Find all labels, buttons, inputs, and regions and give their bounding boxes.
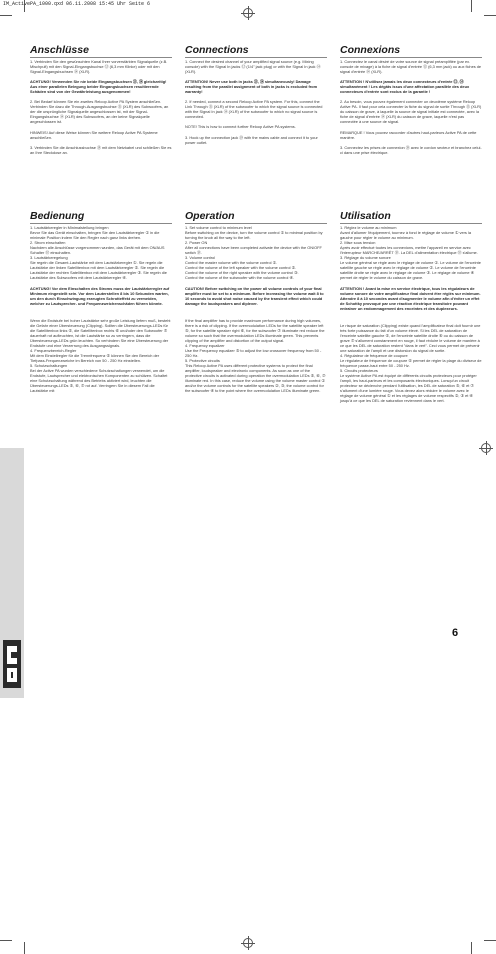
crop-mark-tl-v [24,0,25,12]
section-title: Bedienung [30,210,172,224]
section-en-operation [185,210,327,398]
crop-mark-bl-v [24,942,25,954]
registration-mark-top [243,8,253,18]
warning-paragraph: ATTENTION ! Avant la mise en service électrique, tous les régulateurs de volume sonore de votre amplificateur final doivent être réglés sur minimum. Attendre 8 à 10 secondes avant d'augmenter le volume afin d'éviter un effet de Schottky provoqué par une réaction électrique transitoire pouvant entraîner un endommagement des enceintes et des duplexeurs. [340,285,481,311]
column-title: Connections [185,44,327,58]
warning-paragraph: CAUTION! Before switching on the power all volume controls of your final amplifier must be set to a minimum. Before increasing the volume wait 8 to 10 seconds to avoid shot noise caused by the transient effect which could damage the loudspeakers and diplexer. [185,285,324,306]
paragraph: 3. Verbinden Sie die Anschlussbuchse ⑲ mit dem Netzkabel und schließen Sie es an Ihre Steckdose an. [30,144,172,155]
column-title: Anschlüsse [30,44,172,58]
paragraph: 3. Hook up the connection jack ⑲ with the mains cable and connect it to your power outlet. [185,134,318,145]
paragraph: Wenn die Endstufe bei hoher Lautstärke sehr große Leistung liefern muß, besteht die Gefahr einer Übersteuerung (Clipping). Sollten die Übersteuerungs-LEDs für die Satellitenbox links ⑤, die Satellitenbox rechts ⑥ und/oder den Subwoofer ⑦ dauerhaft rot aufleuchten, ist die Lautstärke so zu verringern, dass die Übersteuerungs-LEDs grün leuchten. So verhindern Sie eine Übersteuerung der Endstufe und eine Verzerrung des Ausgangssignals. 4. Frequenzbereich-Regler Mit dem Einstellregler für die Trennfrequenz ⑤ können Sie den Bereich der Tiefpass-Frequenzweiche im Bereich von 50 - 250 Hz einstellen. 5. Schutzschaltungen Bei der Active PA wurden verschiedene Schutzschaltungen verwendet, um die Endstufe, Lautsprecher und elektronischen Komponenten zu schützen. Schaltet eine Schutzschaltung während des Betriebs aktiviert wird, leuchten die Übersteuerungs-LEDs ⑤, ⑥, ⑦ rot auf. Verringern Sie in diesem Fall die Lautstärke mit [30,317,171,394]
paragraph: 1. Lautstärkeregler in Minimalstellung bringen Bevor Sie das Gerät einschalten, bringen Sie den Lautstärkeregler ① in die minimale Position indem Sie den Regler nach ganz links drehen. 2. Strom einschalten Nachdem alle Anschlüsse vorgenommen wurden, das Gerät mit dem ON/AUS Schalter ⑱ einschalten. 3. Lautstärkeregelung Sie regeln die Gesamt-Lautstärke mit dem Lautstärkeregler ①. Sie regeln die Lautstärke der linken Satellitenbox mit dem Lautstärkeregler ②. Sie regeln die Lautstärke der rechten Satellitenbox mit dem Lautstärkeregler ③. Sie regeln die Lautstärke des Subwoofers mit dem Lautstärkeregler ④. [30,225,167,281]
crop-mark-br-v [471,942,472,954]
paragraph: 2. Au besoin, vous pouvez également connecter un deuxième système Reloop Active PA. Il faut pour cela connecter la fiche du signal de sortie Through ⑮ (XLR) du caisson de grave, à laquelle la source de signal initiale est connectée, avec la fiche de signal d'entrée ⑭ (XLR) du caisson de grave, laquelle n'est pas connectée à une source de signal. [340,99,482,125]
crop-mark-tr-h [484,15,496,16]
crop-mark-bl-h [0,940,12,941]
column-en [185,44,327,150]
paragraph: Le risque de saturation (Clipping) existe quand l'amplificateur final doit fournir une très forte puissance du fait d'un volume élevé. Si les DEL de saturation de l'enceinte satellite gauche ⑤, de l'enceinte satellite droite ⑥ ou du caisson de grave ⑦ s'allument constamment en rouge, il faut réduire le volume de manière à ce que les DEL de saturation restent "dans le vert". Ceci vous permet de prévenir une saturation de l'ampli et une distorsion du signal de sortie. 4. Régulateur de fréquence de coupure Le régulateur de fréquence de coupure ⑤ permet de régler la plage du diviseur de fréquence passe-haut entre 50 - 250 Hz. 5. Circuits protecteurs Le système Active PA est équipé de différents circuits protecteurs pour protéger l'ampli, les haut-parleurs et les composants électroniques. Lorsqu'un circuit protecteur se déclenche pendant l'utilisation, les DEL de saturation ⑤, ⑥ et ⑦ s'allument d'une lumière rouge. Vous devez alors réduire le volume avec le réglage de volume général ① et les réglages de volume respectifs ②, ③ et ④ jusqu'à ce que les DEL de saturation reviennent dans le vert. [340,322,482,404]
section-de-operation [30,210,172,398]
paragraph: REMARQUE ! Vous pouvez raccorder d'autres haut-parleurs Active PA de cette manière. [340,129,477,140]
crop-mark-br-h [484,940,496,941]
warning-paragraph: ATTENTION! Never use both in jacks ⑬, ⑭ simultaneously! Damage resulting from the parallel assignment of both in jacks is excluded from warranty! [185,79,318,95]
paragraph: 1. Connectez le canal désiré de votre source de signal préamplifiée (par ex. console de mixage) à la fiche de signal d'entrée ⑬ (6,3 mm jack) ou aux fiches de signal d'entrée ⑭ (XLR). [340,59,482,75]
crop-mark-tl-h [0,15,12,16]
paragraph: HINWEIS! Auf diese Weise können Sie weitere Reloop Active PA Systeme anschließen. [30,129,158,140]
registration-mark-bottom [243,938,253,948]
paragraph: 1. Réglez le volume au minimum Avant d'allumer l'équipement, tournez à fond le réglage de volume ① vers la gauche pour régler le volume au minimum. 2. Mise sous tension Après avoir effectué toutes les connexions, mettre l'appareil en service avec l'interrupteur MARCHE/ARRÊT ⑱. La DEL d'alimentation électrique ⑱ s'allume. 3. Réglage du volume sonore Le volume général se règle avec le réglage de volume ①. Le volume de l'enceinte satellite gauche se règle avec le réglage de volume ②. Le volume de l'enceinte satellite droite se règle avec le réglage de volume ③. Le réglage de volume ④ permet de régler le volume du caisson de grave. [340,225,481,281]
paragraph: 1. Verbinden Sie den gewünschten Kanal Ihrer vorverstärkten Signalquelle (z.B. Mischpult) mit den Signal-Eingangsbuchse ⑬ (6,3 mm Klinke) oder mit den Signal-Eingangsbuchsen ⑭ (XLR). [30,59,168,75]
column-fr [340,44,482,160]
paragraph: NOTE! This is how to connect further Reloop Active PA systems. [185,124,296,130]
column-title: Connexions [340,44,482,58]
paragraph: 3. Connectez les prises de connexion ⑲ avec le cordon secteur et branchez celui-ci dans une prise électrique. [340,144,482,155]
section-title: Operation [185,210,327,224]
paragraph: If the final amplifier has to provide maximum performance during high volumes, there is a risk of clipping. If the overmodulation LEDs for the satellite speaker left ⑤, for the satellite speaker right ⑥, for the subwoofer ⑦ illuminate red reduce the volume so such that the overmodulation LEDs illuminate green. This prevents clipping of the amplifier and distortion of the output signal. 4. Frequency equalizer Use the Frequency equalizer ⑤ to adjust the low crossover frequency from 50 - 250 Hz. 5. Protective circuits This Reloop Active PA uses different protective systems to protect the final amplifier, loudspeaker and electronic components. As soon as one of the protective circuits is activated during operation the overmodulation LEDs ⑤, ⑥, ⑦ illuminate red. In this case, reduce the volume using the volume master control ① and/or the volume controls for the satellite speakers ②, ③, the volume control for the subwoofer ④ to the point where the overmodulation LEDs illuminate green. [185,317,326,394]
paragraph: 2. If needed, connect a second Reloop Active PA system. For this, connect the Link Through ⑮ (XLR) of the subwoofer to which the signal source is connected with the Signal In jack ⑭ (XLR) of the subwoofer to which no signal source is connected. [185,99,323,120]
section-fr-operation [340,210,482,409]
paragraph: 1. Set volume control to minimum level Before switching on the device, turn the volume control ① to minimal position by turning the knob all the way to the left. 2. Power ON After all connections have been completed activate the device with the ON/OFF switch ⑱. 3. Volume control Control the master volume with the volume control ①. Control the volume of the left speaker with the volume control ②. Control the volume of the right speaker with the volume control ③. Control the volume of the subwoofer with the volume control ④. [185,225,323,281]
registration-mark-right [481,443,491,453]
brand-logo-icon [3,640,21,688]
warning-paragraph: ACHTUNG! Vor dem Einschalten des Stroms muss der Lautstärkeregler auf Minimum eingestellt sein. Vor dem Lauterstellen 8 bis 10 Sekunden warten, um den durch Einschwingung erzeugten Schrotteffekt zu vermeiden, welcher zu Lautsprecher- und Frequenzweichenschäden führen könnte. [30,285,170,306]
warning-paragraph: ACHTUNG! Verwenden Sie nie beide Eingangsbuchsen ⑬, ⑭ gleichzeitig! Aus einer parallelen Belegung beider Eingangsbuchsen resultierende Schäden sind von der Gewährleistung ausgenommen! [30,79,167,95]
paragraph: 2. Bei Bedarf können Sie ein zweites Reloop Active PA System anschließen. Verbinden Sie dazu die Through-Ausgangsbuchse ⑮ (XLR) des Subwoofers, an der die ursprüngliche Signalquelle angeschlossen ist, mit der Signal-Eingangsbuchse ⑭ (XLR) des Subwoofers, an der keine Signalquelle angeschlossen ist. [30,99,169,125]
page-number: 6 [452,627,459,639]
crop-mark-tr-v [471,0,472,12]
paragraph: 1. Connect the desired channel of your amplified signal source (e.g. Mixing console) with the Signal In jacks ⑬ (1/4" jack plug) or with the Signal In jack ⑭ (XLR). [185,59,321,75]
column-de [30,44,172,160]
warning-paragraph: ATTENTION ! N'utilisez jamais les deux connecteurs d'entrée ⑬, ⑭ simultanément ! Les dégâts issus d'une affectation parallèle des deux connecteurs d'entrée sont exclus de la garantie ! [340,79,470,95]
section-title: Utilisation [340,210,482,224]
file-header: IM_ActivePA_1000.qxd 06.11.2008 15:45 Uhr Seite 6 [3,1,151,7]
